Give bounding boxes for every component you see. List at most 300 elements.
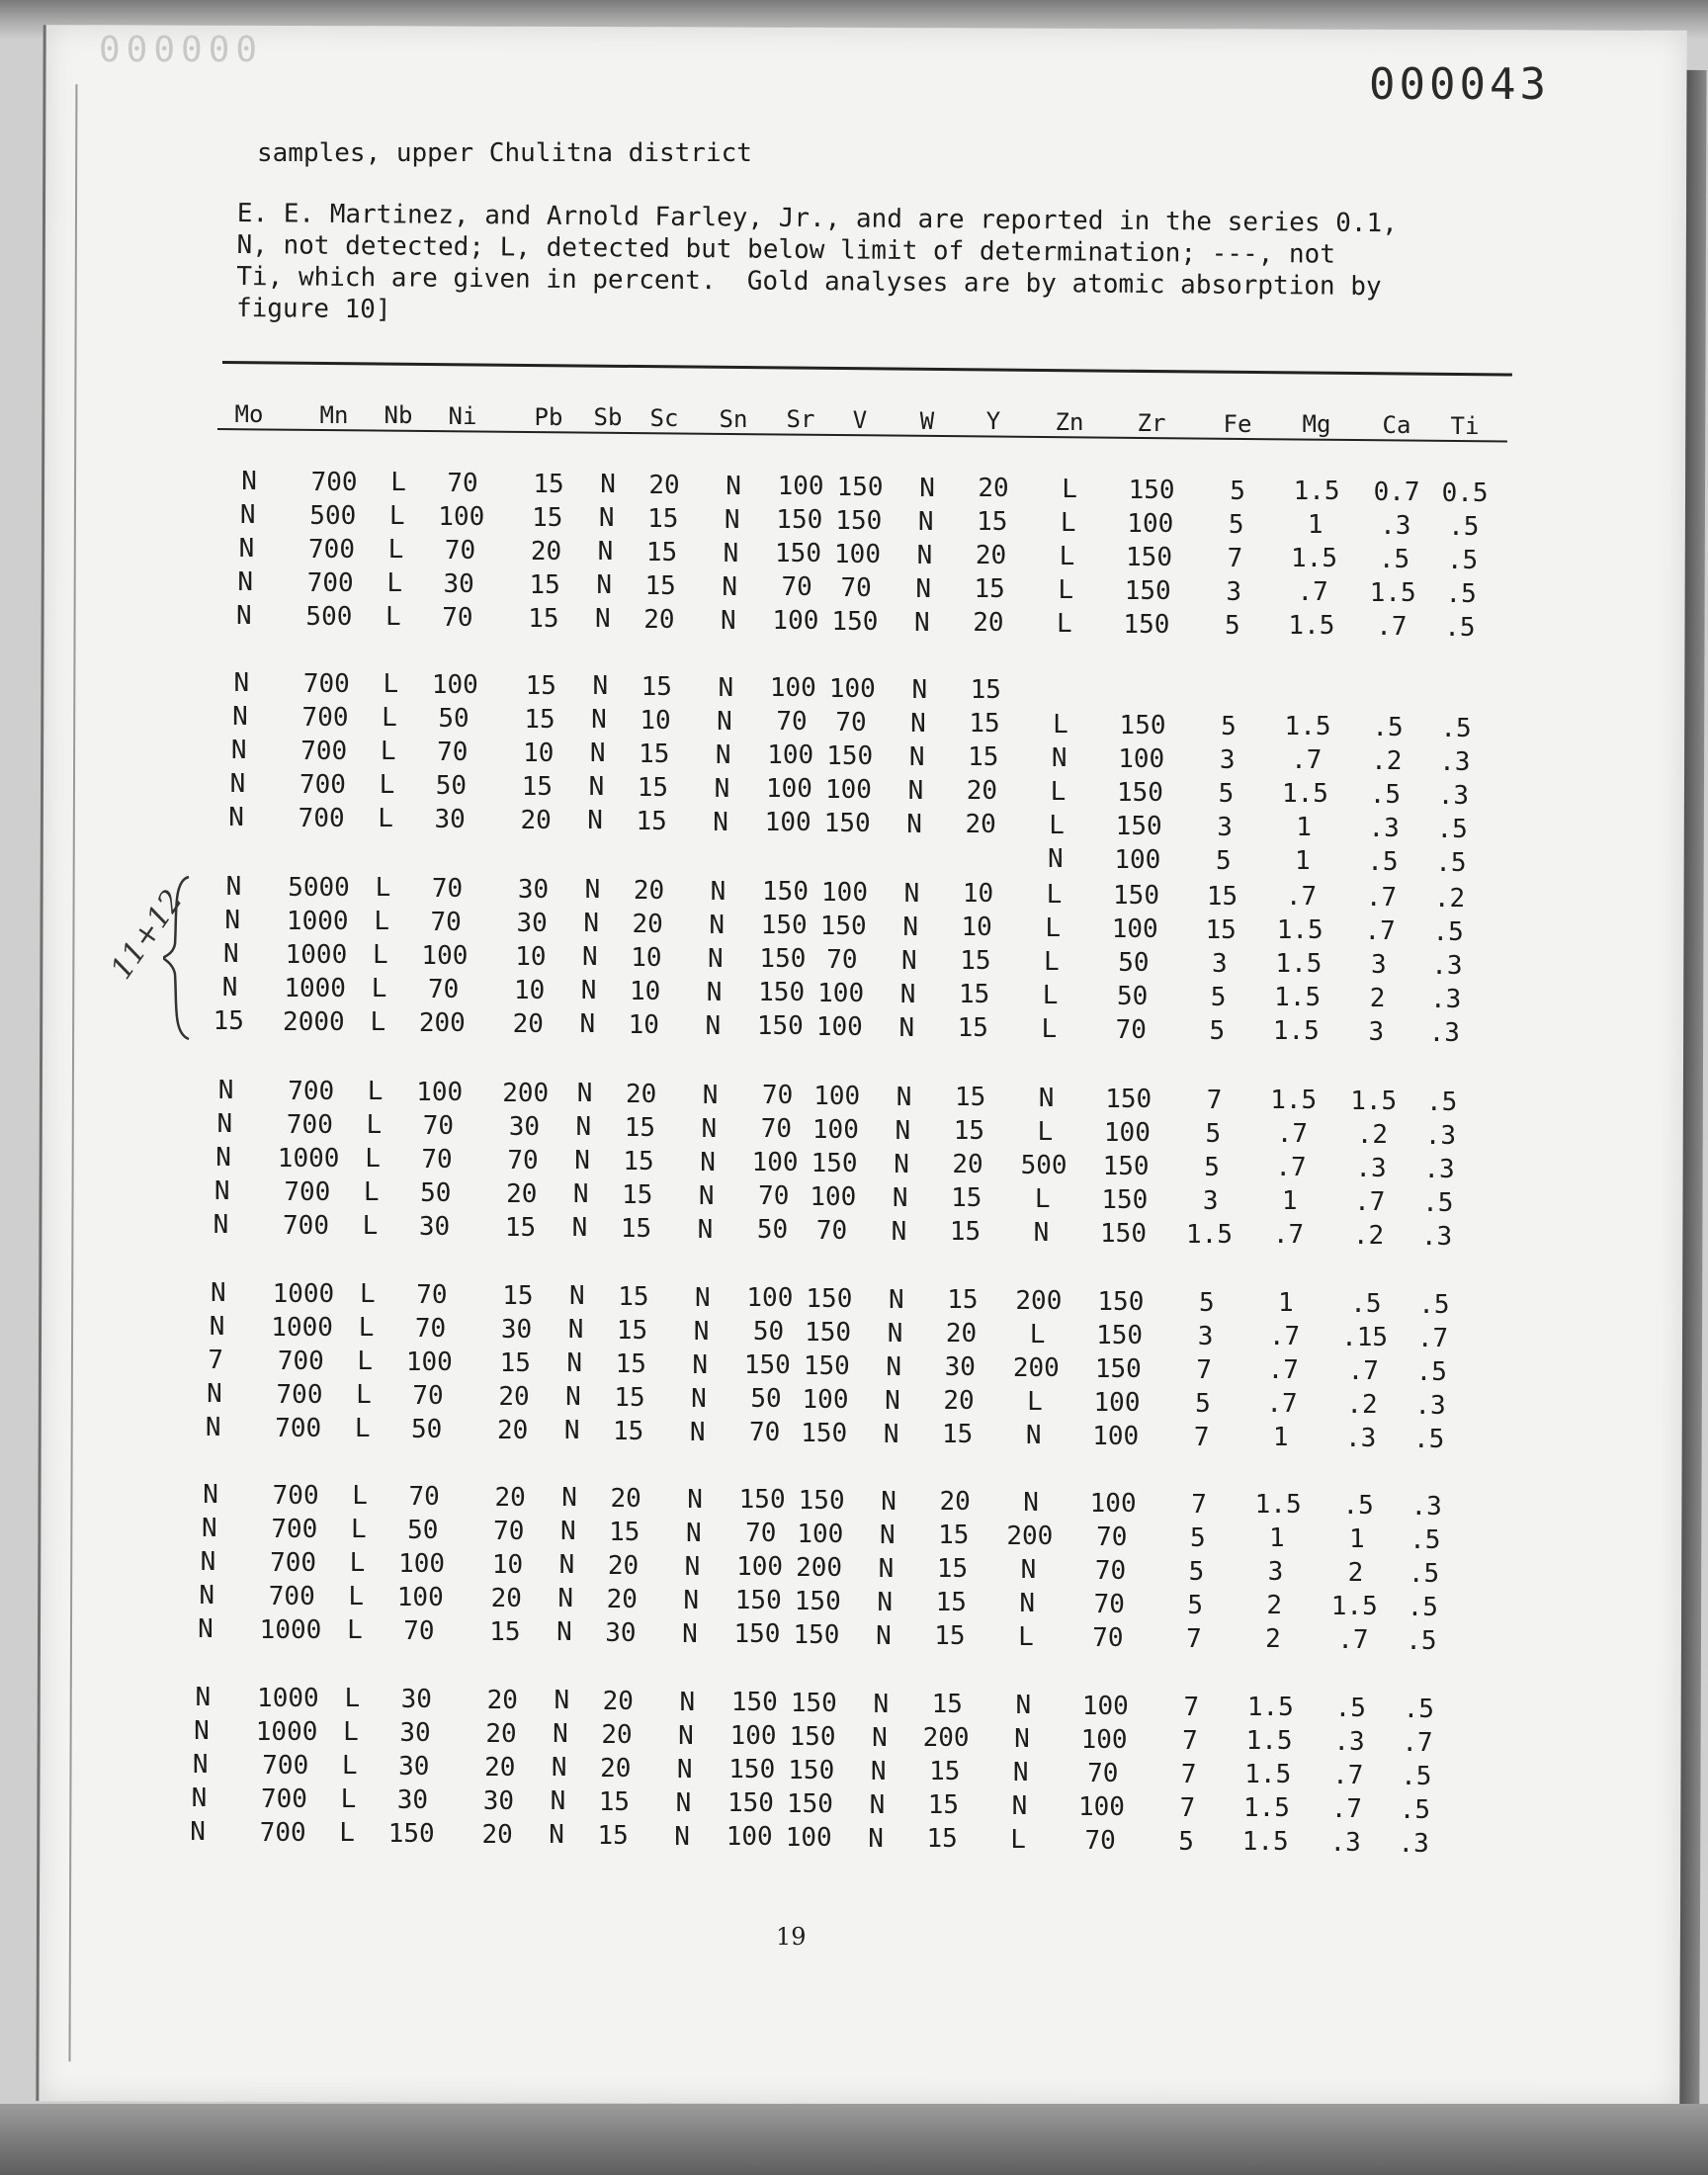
table-cell-sn: N	[675, 1787, 692, 1818]
table-cell-nb: L	[352, 1481, 368, 1512]
table-cell-fe: 7	[1193, 1422, 1210, 1452]
table-cell-pb: 20	[490, 1583, 522, 1613]
table-cell-mo: N	[214, 1176, 230, 1207]
table-cell-nb: L	[373, 940, 388, 971]
table-cell-sb: N	[584, 875, 601, 906]
table-cell-y: 15	[942, 1420, 974, 1450]
table-cell-zn: L	[1034, 1183, 1051, 1214]
table-cell-v: 100	[802, 1384, 849, 1415]
table-cell-sr: 100	[764, 808, 811, 838]
table-cell-ti: .5	[1406, 1625, 1437, 1656]
table-cell-sc: 15	[636, 807, 667, 836]
column-header-pb: Pb	[534, 402, 563, 431]
table-cell-pb: 15	[532, 502, 563, 533]
table-cell-sr: 70	[749, 1418, 781, 1448]
table-cell-v: 150	[794, 1586, 841, 1616]
table-cell-y: 15	[935, 1588, 967, 1618]
table-cell-v: 100	[834, 539, 881, 569]
table-cell-v: 150	[823, 808, 871, 838]
table-cell-mg: 1.5	[1276, 915, 1324, 946]
table-cell-zn: N	[1033, 1217, 1050, 1248]
table-cell-ca: .3	[1329, 1828, 1361, 1859]
table-cell-ti: .5	[1422, 1187, 1454, 1218]
table-cell-mn: 700	[268, 1581, 315, 1611]
table-cell-pb: 20	[484, 1752, 516, 1783]
table-cell-sr: 150	[733, 1619, 781, 1650]
table-cell-y: 15	[969, 709, 1000, 740]
table-cell-sb: N	[551, 1753, 567, 1784]
table-cell-sb: N	[598, 503, 615, 534]
table-cell-ca: .3	[1333, 1727, 1365, 1758]
table-cell-mg: 1.5	[1291, 544, 1337, 574]
table-cell-mn: 700	[302, 668, 350, 699]
table-cell-sc: 15	[597, 1821, 629, 1851]
table-cell-sn: N	[700, 1147, 716, 1177]
table-cell-y: 20	[945, 1319, 978, 1349]
table-cell-ti: .7	[1416, 1323, 1449, 1353]
table-cell-sr: 100	[765, 774, 812, 805]
table-cell-ti: .3	[1398, 1828, 1429, 1859]
table-cell-sn: N	[676, 1754, 693, 1784]
table-cell-ca: .15	[1341, 1323, 1389, 1353]
table-cell-fe: 3	[1202, 1185, 1219, 1216]
table-title-fragment: samples, upper Chulitna district	[257, 138, 752, 168]
table-cell-sb: N	[559, 1517, 576, 1547]
table-cell-nb: L	[365, 1144, 381, 1174]
table-cell-zr: 150	[1113, 880, 1159, 911]
table-cell-sc: 10	[629, 977, 661, 1006]
table-cell-mg: .7	[1272, 1220, 1305, 1251]
table-cell-sn: N	[721, 605, 736, 636]
table-cell-ca: 0.7	[1373, 478, 1420, 508]
table-cell-ca: 3	[1368, 1017, 1385, 1048]
table-cell-zr: 150	[1097, 1286, 1145, 1317]
table-cell-ni: 50	[420, 1178, 452, 1209]
table-cell-pb: 20	[494, 1482, 526, 1513]
table-cell-v: 100	[815, 1011, 863, 1042]
table-cell-ni: 70	[431, 874, 464, 905]
table-cell-mn: 1000	[277, 1143, 340, 1174]
table-cell-w: N	[899, 979, 916, 1009]
table-cell-pb: 15	[528, 603, 559, 634]
table-cell-mn: 1000	[259, 1614, 322, 1645]
table-cell-w: N	[894, 1149, 909, 1179]
table-cell-mo: 7	[208, 1346, 224, 1376]
table-cell-pb: 70	[507, 1145, 539, 1175]
table-cell-nb: L	[388, 501, 405, 532]
table-cell-pb: 20	[530, 536, 562, 566]
table-cell-sb: N	[597, 537, 614, 567]
table-cell-sc: 15	[623, 1147, 654, 1176]
table-cell-mg: 1.5	[1244, 1760, 1292, 1790]
table-cell-nb: L	[354, 1414, 371, 1444]
table-cell-ni: 70	[437, 738, 469, 768]
table-cell-y: 20	[952, 1150, 983, 1180]
table-cell-sb: N	[589, 739, 606, 769]
table-cell-mo: N	[232, 702, 248, 733]
table-cell-ni: 50	[438, 704, 470, 735]
table-cell-sc: 20	[601, 1720, 633, 1750]
column-header-sb: Sb	[593, 403, 623, 432]
table-cell-sc: 15	[639, 740, 670, 769]
table-cell-ni: 30	[399, 1718, 431, 1749]
table-cell-fe: 5	[1221, 711, 1237, 741]
table-cell-v: 150	[788, 1755, 835, 1785]
table-cell-nb: L	[371, 974, 387, 1004]
table-cell-mn: 700	[299, 769, 346, 800]
table-cell-sb: N	[588, 772, 605, 803]
table-cell-w: N	[898, 1012, 915, 1043]
table-cell-ni: 50	[407, 1516, 439, 1546]
table-cell-mg: 1.5	[1254, 1490, 1302, 1521]
table-cell-ca: .3	[1380, 511, 1411, 542]
table-cell-sb: N	[592, 671, 609, 702]
table-cell-mn: 700	[270, 1547, 317, 1578]
table-cell-pb: 30	[516, 908, 548, 938]
table-cell-sn: N	[702, 1080, 719, 1110]
table-cell-sc: 20	[632, 910, 663, 939]
table-cell-mn: 1000	[257, 1683, 319, 1713]
table-cell-y: 200	[922, 1723, 970, 1754]
table-cell-mg: 2	[1265, 1624, 1281, 1655]
table-cell-zr: 70	[1092, 1622, 1124, 1653]
table-cell-sn: N	[679, 1687, 696, 1717]
table-cell-mn: 700	[300, 736, 348, 766]
table-cell-zr: 150	[1094, 1353, 1142, 1384]
table-cell-sb: N	[569, 1281, 585, 1312]
table-cell-sb: N	[600, 470, 616, 500]
table-cell-sr: 100	[736, 1552, 784, 1583]
table-cell-mo: N	[215, 1143, 231, 1174]
table-cell-ti: .5	[1413, 1424, 1445, 1454]
table-cell-ti: .5	[1415, 1356, 1447, 1387]
table-cell-sn: N	[685, 1518, 702, 1548]
table-cell-ti: .3	[1420, 1221, 1453, 1252]
table-cell-zn: 500	[1020, 1150, 1068, 1180]
table-cell-w: N	[883, 1419, 899, 1449]
table-cell-pb: 10	[523, 738, 555, 768]
table-cell-sn: N	[697, 1214, 714, 1245]
table-cell-mo: N	[225, 872, 242, 903]
table-cell-sb: N	[557, 1584, 574, 1614]
table-cell-nb: L	[356, 1380, 372, 1411]
table-cell-zr: 150	[1102, 1151, 1150, 1181]
table-cell-mo: N	[221, 973, 238, 1003]
table-cell-fe: 5	[1210, 982, 1227, 1012]
table-cell-v: 100	[797, 1519, 844, 1549]
table-cell-sc: 20	[643, 605, 675, 635]
table-cell-sb: N	[587, 806, 603, 836]
table-cell-ni: 70	[442, 603, 473, 634]
column-header-sr: Sr	[786, 405, 815, 434]
table-cell-w: N	[886, 1351, 902, 1382]
table-cell-sb: N	[575, 1112, 592, 1143]
table-cell-sc: 30	[605, 1618, 637, 1648]
table-cell-sb: N	[566, 1348, 583, 1379]
table-cell-mg: 1.5	[1274, 983, 1322, 1013]
table-cell-zn: L	[1062, 474, 1077, 504]
column-header-zn: Zn	[1055, 407, 1084, 436]
table-cell-w: N	[887, 1318, 903, 1348]
table-cell-nb: L	[348, 1582, 365, 1612]
table-cell-zn: L	[1057, 608, 1072, 639]
table-cell-fe: 5	[1189, 1522, 1206, 1553]
table-cell-zn: L	[1037, 1116, 1054, 1147]
table-cell-zn: L	[1027, 1386, 1043, 1417]
table-cell-ti: .5	[1440, 713, 1472, 743]
table-cell-sn: N	[691, 1383, 707, 1414]
table-cell-sb: N	[567, 1315, 584, 1346]
table-cell-zr: 70	[1115, 1014, 1147, 1045]
table-cell-sc: 15	[616, 1316, 648, 1346]
table-cell-y: 10	[961, 913, 992, 943]
table-cell-w: N	[902, 912, 918, 942]
table-cell-fe: 7	[1206, 1085, 1223, 1115]
table-cell-y: 15	[954, 1083, 986, 1113]
column-header-nb: Nb	[384, 401, 413, 430]
table-cell-ti: .3	[1428, 1017, 1460, 1048]
table-cell-nb: L	[360, 1279, 376, 1310]
table-cell-mg: 1.5	[1241, 1827, 1289, 1858]
table-cell-pb: 20	[497, 1415, 529, 1445]
table-cell-sb: N	[579, 1009, 596, 1040]
table-cell-zr: 150	[1123, 609, 1170, 640]
table-cell-ni: 30	[443, 569, 474, 600]
table-cell-ni: 70	[444, 536, 476, 566]
table-cell-zn: 200	[1015, 1285, 1063, 1316]
table-cell-ni: 70	[421, 1145, 453, 1175]
table-cell-sc: 15	[598, 1787, 631, 1817]
table-cell-sr: 150	[776, 505, 823, 536]
table-cell-ni: 50	[411, 1415, 443, 1445]
table-cell-mn: 700	[286, 1109, 333, 1140]
table-cell-zr: 150	[1126, 542, 1172, 572]
table-cell-nb: L	[367, 1077, 384, 1107]
table-cell-v: 150	[793, 1619, 840, 1650]
table-cell-nb: L	[339, 1818, 355, 1849]
table-cell-v: 150	[831, 606, 879, 637]
table-cell-sb: N	[550, 1786, 566, 1817]
table-cell-sn: N	[689, 1417, 706, 1447]
table-cell-v: 150	[786, 1788, 833, 1819]
table-cell-sc: 20	[600, 1754, 632, 1784]
table-cell-v: 100	[824, 774, 872, 805]
table-cell-sr: 70	[761, 1081, 794, 1111]
table-cell-mg: 1	[1278, 1288, 1294, 1319]
table-cell-nb: L	[363, 1177, 380, 1208]
table-cell-v: 150	[801, 1418, 848, 1448]
handwritten-note: 11+12	[104, 883, 191, 987]
table-cell-mo: N	[213, 1210, 229, 1241]
table-cell-mg: 1.5	[1245, 1726, 1293, 1757]
table-cell-pb: 15	[525, 670, 556, 701]
caption-line: E. E. Martinez, and Arnold Farley, Jr., and are reported in the series 0.1,	[236, 198, 1398, 239]
table-cell-sr: 150	[730, 1688, 778, 1718]
table-cell-sr: 150	[758, 978, 806, 1008]
table-cell-w: N	[910, 708, 926, 739]
table-cell-y: 15	[949, 1217, 982, 1248]
table-cell-y: 30	[944, 1352, 976, 1383]
table-cell-v: 150	[811, 1148, 858, 1178]
table-cell-ca: .3	[1355, 1154, 1387, 1184]
table-cell-fe: 1.5	[1186, 1219, 1233, 1250]
table-cell-sc: 20	[606, 1585, 638, 1614]
table-cell-nb: L	[362, 1211, 379, 1242]
table-cell-pb: 20	[498, 1381, 530, 1412]
table-cell-mn: 1000	[285, 939, 348, 970]
table-cell-fe: 7	[1182, 1725, 1198, 1756]
table-cell-sc: 15	[614, 1383, 645, 1413]
table-cell-ca: .7	[1365, 883, 1398, 914]
table-cell-y: 10	[962, 879, 994, 910]
table-cell-sr: 100	[751, 1148, 799, 1178]
table-cell-ti: .7	[1402, 1727, 1433, 1758]
table-cell-nb: L	[341, 1751, 358, 1782]
table-cell-fe: 5	[1178, 1826, 1194, 1857]
table-cell-mg: 1.5	[1272, 1016, 1320, 1047]
table-cell-sn: N	[682, 1618, 698, 1649]
table-cell-mo: N	[237, 567, 253, 598]
table-cell-pb: 10	[491, 1549, 524, 1580]
table-cell-sc: 20	[607, 1551, 640, 1581]
table-cell-fe: 5	[1205, 1118, 1222, 1149]
table-cell-sr: 50	[750, 1384, 782, 1415]
table-cell-nb: L	[350, 1515, 367, 1545]
table-cell-v: 150	[803, 1350, 850, 1381]
table-cell-mo: N	[236, 601, 252, 632]
table-cell-sb: N	[583, 909, 599, 939]
table-cell-mn: 700	[283, 1210, 329, 1241]
table-cell-zr: 100	[1118, 743, 1165, 774]
table-cell-sr: 100	[767, 740, 814, 771]
table-cell-fe: 5	[1225, 610, 1240, 641]
table-cell-fe: 5	[1195, 1388, 1211, 1419]
table-cell-fe: 7	[1186, 1623, 1202, 1654]
table-cell-sr: 150	[760, 911, 808, 941]
table-cell-mo: N	[199, 1581, 215, 1611]
table-cell-v: 150	[826, 740, 874, 771]
table-cell-ca: .5	[1342, 1491, 1374, 1522]
table-cell-sb: N	[572, 1179, 589, 1210]
table-cell-mn: 700	[308, 534, 355, 565]
table-cell-sn: N	[717, 706, 732, 737]
table-cell-sb: N	[571, 1213, 588, 1244]
table-cell-fe: 3	[1226, 576, 1241, 607]
table-cell-sb: N	[582, 942, 598, 973]
table-cell-zn: N	[1020, 1554, 1037, 1585]
table-cell-ni: 30	[434, 805, 466, 835]
table-cell-ni: 30	[400, 1685, 432, 1715]
table-cell-y: 15	[953, 1116, 984, 1147]
table-cell-sb: N	[549, 1820, 564, 1851]
caption-line: N, not detected; L, detected but below limit of determination; ---, not	[236, 229, 1336, 270]
table-cell-mg: 1	[1294, 846, 1311, 877]
table-cell-sr: 70	[758, 1181, 790, 1212]
table-cell-sc: 15	[620, 1214, 652, 1244]
table-cell-mg: 1.5	[1270, 1086, 1318, 1116]
table-cell-ti: 0.5	[1441, 478, 1489, 508]
table-cell-ni: 100	[431, 670, 478, 701]
table-cell-ti: .3	[1429, 984, 1462, 1014]
table-cell-w: N	[914, 607, 930, 638]
table-cell-pb: 20	[506, 1178, 538, 1209]
table-cell-ca: .5	[1367, 847, 1399, 878]
table-cell-zr: 70	[1087, 1758, 1119, 1788]
table-cell-pb: 20	[481, 1819, 513, 1850]
table-cell-w: N	[916, 540, 933, 570]
table-cell-zr: 100	[1077, 1791, 1125, 1822]
table-cell-ni: 150	[387, 1819, 435, 1850]
table-cell-pb: 15	[529, 569, 560, 600]
table-cell-sr: 150	[756, 1011, 804, 1042]
table-cell-sr: 100	[726, 1822, 773, 1853]
table-cell-mn: 1000	[286, 906, 349, 936]
table-cell-y: 15	[938, 1521, 970, 1551]
table-cell-mg: 1	[1281, 1186, 1298, 1217]
table-cell-w: N	[919, 473, 935, 503]
table-cell-fe: 7	[1196, 1354, 1213, 1385]
table-cell-v: 70	[826, 944, 858, 975]
table-cell-y: 20	[939, 1487, 971, 1518]
table-cell-sr: 70	[745, 1519, 777, 1549]
table-cell-zn: L	[1058, 574, 1073, 605]
table-cell-zn: L	[1045, 913, 1061, 943]
table-cell-sc: 20	[610, 1484, 641, 1514]
table-cell-mo: N	[229, 769, 246, 800]
table-cell-sn: N	[706, 977, 723, 1007]
table-cell-v: 100	[817, 978, 865, 1008]
table-cell-ti: .3	[1437, 780, 1470, 811]
table-cell-sn: N	[722, 571, 737, 602]
table-cell-w: N	[876, 1620, 892, 1651]
table-cell-mn: 2000	[283, 1006, 345, 1037]
table-cell-ni: 70	[430, 908, 462, 938]
caption-line: figure 10]	[235, 293, 391, 325]
table-cell-mg: .7	[1266, 1389, 1298, 1420]
table-cell-mo: N	[211, 1278, 226, 1309]
table-cell-fe: 5	[1230, 476, 1245, 506]
table-cell-mo: N	[223, 939, 239, 970]
table-cell-ca: 1.5	[1369, 578, 1416, 609]
table-cell-y: 15	[974, 574, 1005, 605]
table-cell-mo: N	[205, 1413, 221, 1443]
table-cell-sb: N	[595, 604, 611, 635]
table-cell-mn: 700	[310, 467, 358, 497]
table-cell-ti: .3	[1410, 1491, 1442, 1522]
column-header-ca: Ca	[1382, 411, 1411, 440]
table-cell-sb: N	[561, 1483, 577, 1514]
table-cell-w: N	[911, 674, 928, 705]
table-cell-pb: 15	[524, 704, 555, 735]
table-cell-sn: N	[709, 910, 725, 940]
table-cell-mo: N	[233, 668, 250, 699]
table-cell-sb: N	[558, 1550, 575, 1581]
table-cell-ca: .7	[1354, 1187, 1386, 1218]
table-cell-ni: 70	[412, 1381, 444, 1412]
table-cell-zr: 100	[1093, 1387, 1141, 1418]
table-cell-zr: 100	[1127, 508, 1174, 539]
table-cell-ni: 100	[405, 1348, 453, 1378]
table-cell-nb: L	[378, 804, 393, 834]
table-cell-mn: 700	[301, 702, 349, 733]
table-cell-nb: L	[386, 568, 402, 599]
table-cell-ca: .3	[1368, 814, 1400, 844]
table-cell-ti: .5	[1408, 1558, 1440, 1589]
table-cell-w: N	[906, 809, 922, 839]
table-cell-mo: N	[192, 1750, 209, 1781]
table-cell-mg: 3	[1267, 1557, 1284, 1588]
table-cell-zn: N	[1025, 1420, 1042, 1450]
